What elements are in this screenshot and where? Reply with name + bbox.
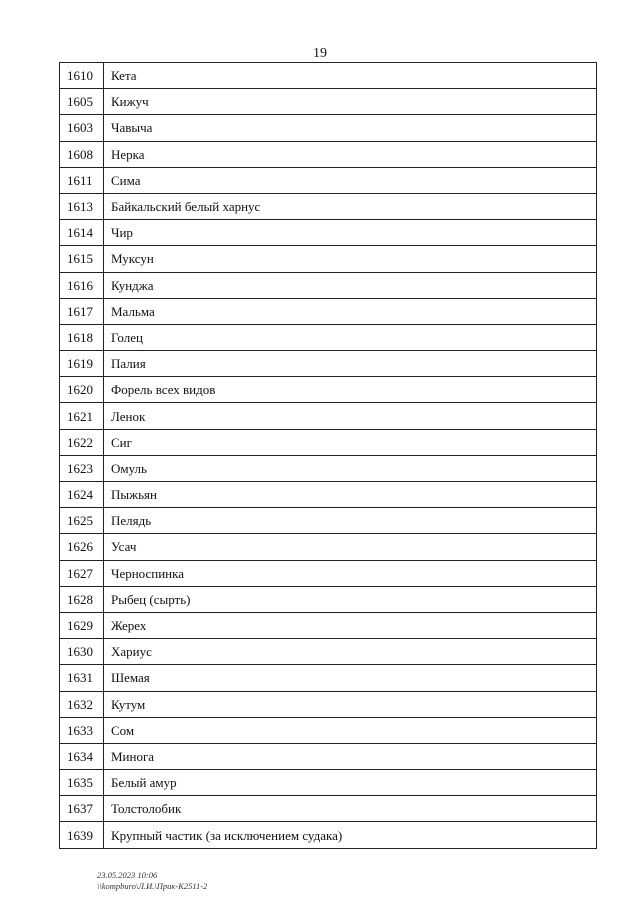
species-code-cell: 1611 [60, 167, 104, 193]
table-row [60, 796, 597, 822]
table-row [60, 246, 597, 272]
table-row [60, 298, 597, 324]
species-name-cell: Черноспинка [104, 560, 597, 586]
table-row [60, 193, 597, 219]
table-row [60, 586, 597, 612]
table-row [60, 665, 597, 691]
species-name-cell: Сиг [104, 429, 597, 455]
species-code-cell: 1621 [60, 403, 104, 429]
species-name-cell: Палия [104, 351, 597, 377]
species-name-cell: Усач [104, 534, 597, 560]
species-code-table [59, 62, 597, 849]
species-code-cell: 1627 [60, 560, 104, 586]
table-row [60, 115, 597, 141]
species-name-cell: Кутум [104, 691, 597, 717]
species-name-cell: Чавыча [104, 115, 597, 141]
table-row [60, 822, 597, 848]
species-code-cell: 1632 [60, 691, 104, 717]
table-row [60, 717, 597, 743]
species-code-cell: 1626 [60, 534, 104, 560]
species-code-cell: 1617 [60, 298, 104, 324]
species-code-cell: 1620 [60, 377, 104, 403]
species-name-cell: Хариус [104, 639, 597, 665]
species-code-cell: 1618 [60, 324, 104, 350]
species-code-cell: 1635 [60, 770, 104, 796]
species-code-cell: 1637 [60, 796, 104, 822]
species-name-cell: Кижуч [104, 89, 597, 115]
species-code-cell: 1619 [60, 351, 104, 377]
species-code-cell: 1614 [60, 220, 104, 246]
footer-path: \\kompburo\Л.И.\Прик-К2511-2 [97, 880, 208, 891]
table-row [60, 272, 597, 298]
table-row [60, 691, 597, 717]
species-name-cell: Минога [104, 743, 597, 769]
species-name-cell: Кета [104, 63, 597, 89]
table-row [60, 324, 597, 350]
footer-date: 23.05.2023 10:06 [97, 870, 158, 880]
table-row [60, 429, 597, 455]
species-name-cell: Голец [104, 324, 597, 350]
species-code-cell: 1630 [60, 639, 104, 665]
table-row [60, 743, 597, 769]
species-code-cell: 1616 [60, 272, 104, 298]
species-code-cell: 1603 [60, 115, 104, 141]
table-row [60, 455, 597, 481]
species-name-cell: Омуль [104, 455, 597, 481]
species-name-cell: Байкальский белый харнус [104, 193, 597, 219]
species-name-cell: Белый амур [104, 770, 597, 796]
species-code-cell: 1623 [60, 455, 104, 481]
species-name-cell: Сима [104, 167, 597, 193]
table-row [60, 89, 597, 115]
species-name-cell: Шемая [104, 665, 597, 691]
species-code-cell: 1629 [60, 612, 104, 638]
species-code-cell: 1608 [60, 141, 104, 167]
table-row [60, 560, 597, 586]
species-name-cell: Крупный частик (за исключением судака) [104, 822, 597, 848]
species-code-cell: 1625 [60, 508, 104, 534]
table-row [60, 351, 597, 377]
species-name-cell: Муксун [104, 246, 597, 272]
species-name-cell: Жерех [104, 612, 597, 638]
table-row [60, 534, 597, 560]
species-name-cell: Ленок [104, 403, 597, 429]
page-number: 19 [313, 46, 327, 61]
species-code-cell: 1628 [60, 586, 104, 612]
table-row [60, 167, 597, 193]
species-code-cell: 1615 [60, 246, 104, 272]
species-name-cell: Форель всех видов [104, 377, 597, 403]
species-name-cell: Нерка [104, 141, 597, 167]
species-name-cell: Чир [104, 220, 597, 246]
species-code-cell: 1633 [60, 717, 104, 743]
species-name-cell: Мальма [104, 298, 597, 324]
table-row [60, 770, 597, 796]
table-row [60, 612, 597, 638]
species-name-cell: Рыбец (сырть) [104, 586, 597, 612]
table-row [60, 141, 597, 167]
species-code-cell: 1605 [60, 89, 104, 115]
species-name-cell: Толстолобик [104, 796, 597, 822]
species-code-cell: 1634 [60, 743, 104, 769]
species-code-cell: 1631 [60, 665, 104, 691]
table-row [60, 220, 597, 246]
table-row [60, 63, 597, 89]
species-name-cell: Пыжьян [104, 482, 597, 508]
table-row [60, 639, 597, 665]
table-row [60, 403, 597, 429]
table-row [60, 377, 597, 403]
document-footer [97, 870, 207, 891]
species-name-cell: Кунджа [104, 272, 597, 298]
table-row [60, 482, 597, 508]
species-code-cell: 1624 [60, 482, 104, 508]
species-code-cell: 1622 [60, 429, 104, 455]
species-name-cell: Пелядь [104, 508, 597, 534]
species-name-cell: Сом [104, 717, 597, 743]
species-code-cell: 1613 [60, 193, 104, 219]
table-body [60, 63, 597, 849]
species-code-cell: 1610 [60, 63, 104, 89]
species-code-cell: 1639 [60, 822, 104, 848]
table-row [60, 508, 597, 534]
